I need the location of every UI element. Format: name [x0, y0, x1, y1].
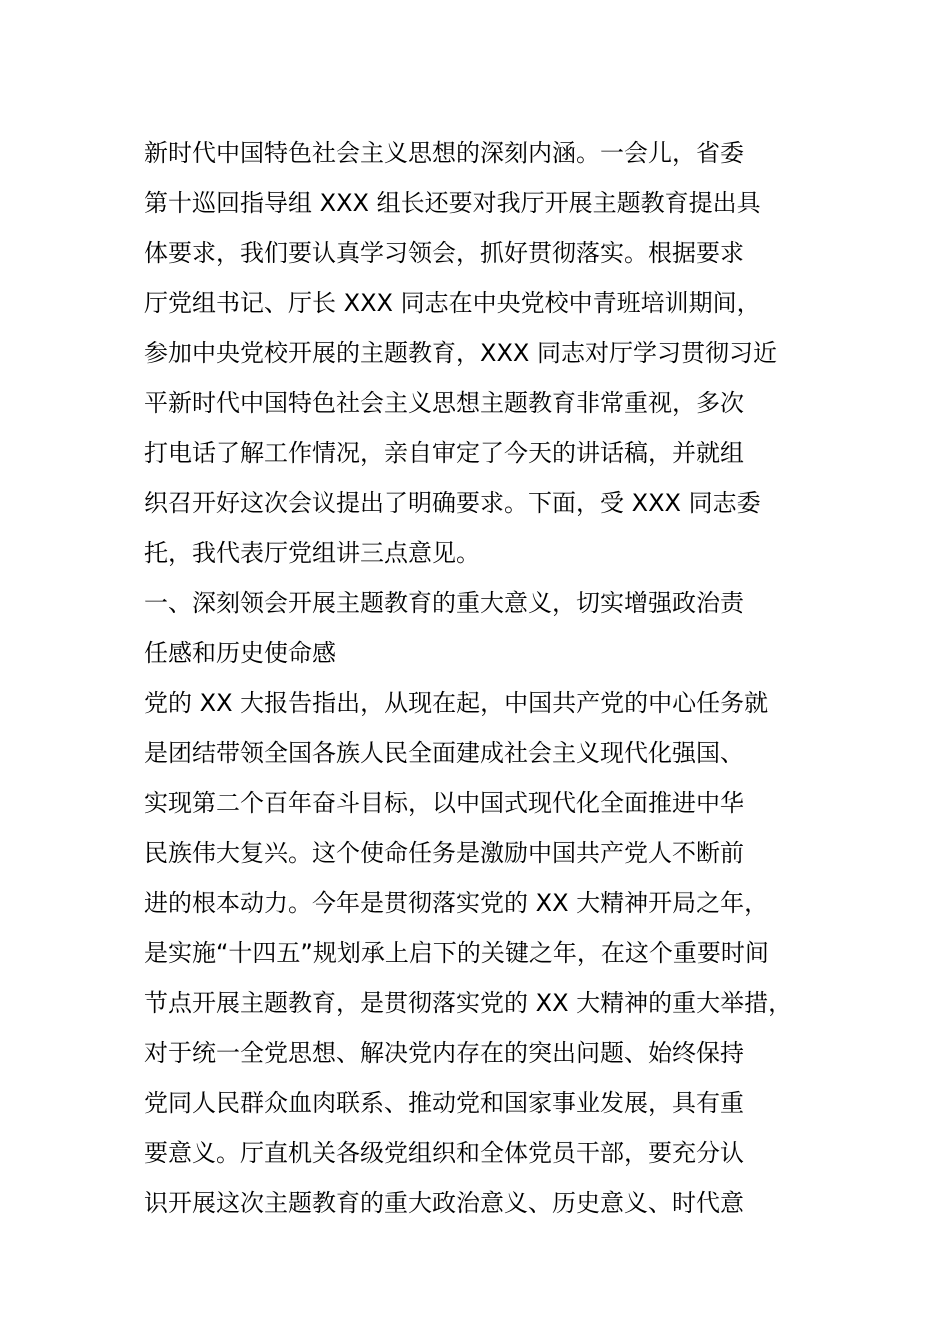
text-line: 是实施“十四五”规划承上启下的关键之年，在这个重要时间 [144, 939, 769, 967]
text-line: 新时代中国特色社会主义思想的深刻内涵。一会儿，省委 [144, 139, 744, 167]
text-line: 厅党组书记、厅长 XXX 同志在中央党校中青班培训期间， [144, 289, 761, 317]
text-line: 民族伟大复兴。这个使命任务是激励中国共产党人不断前 [144, 839, 744, 867]
section-heading-line: 一、深刻领会开展主题教育的重大意义，切实增强政治责 [144, 589, 744, 617]
text-line: 托，我代表厅党组讲三点意见。 [144, 539, 480, 567]
text-line: 节点开展主题教育，是贯彻落实党的 XX 大精神的重大举措， [144, 989, 793, 1017]
text-line: 打电话了解工作情况，亲自审定了今天的讲话稿，并就组 [144, 439, 744, 467]
text-line: 实现第二个百年奋斗目标，以中国式现代化全面推进中华 [144, 789, 744, 817]
body-text [144, 128, 844, 1228]
text-line: 党同人民群众血肉联系、推动党和国家事业发展，具有重 [144, 1089, 744, 1117]
text-line: 对于统一全党思想、解决党内存在的突出问题、始终保持 [144, 1039, 744, 1067]
text-line: 是团结带领全国各族人民全面建成社会主义现代化强国、 [144, 739, 744, 767]
text-line: 要意义。厅直机关各级党组织和全体党员干部，要充分认 [144, 1139, 744, 1167]
text-line: 进的根本动力。今年是贯彻落实党的 XX 大精神开局之年， [144, 889, 769, 917]
text-line: 参加中央党校开展的主题教育，XXX 同志对厅学习贯彻习近 [144, 339, 777, 367]
text-line: 第十巡回指导组 XXX 组长还要对我厅开展主题教育提出具 [144, 189, 761, 217]
text-line: 织召开好这次会议提出了明确要求。下面，受 XXX 同志委 [144, 489, 761, 517]
text-line: 平新时代中国特色社会主义思想主题教育非常重视，多次 [144, 389, 744, 417]
section-heading-line: 任感和历史使命感 [144, 639, 336, 667]
text-line: 体要求，我们要认真学习领会，抓好贯彻落实。根据要求 [144, 239, 744, 267]
text-line: 识开展这次主题教育的重大政治意义、历史意义、时代意 [144, 1189, 744, 1217]
text-line: 党的 XX 大报告指出，从现在起，中国共产党的中心任务就 [144, 689, 769, 717]
